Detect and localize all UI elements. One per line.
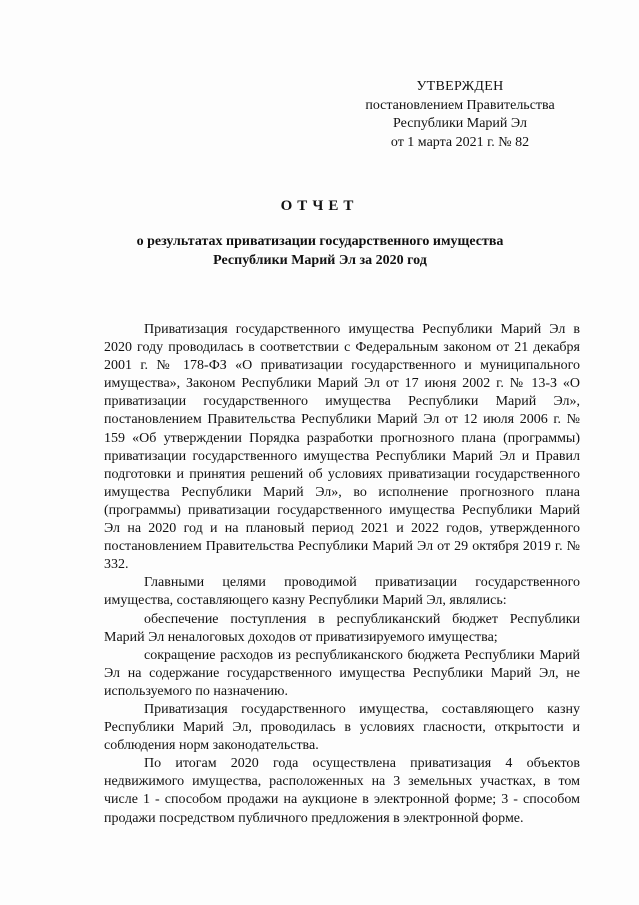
document-subtitle xyxy=(80,233,560,270)
approval-line-date: от 1 марта 2021 г. № 82 xyxy=(390,134,530,150)
paragraph-goal-revenue: обеспечение поступления в республиканский бюджет Республики Марий Эл неналоговых доходов от приватизируемого имущества; xyxy=(104,611,580,645)
paragraph-goal-expenses: сокращение расходов из республиканского бюджета Республики Марий Эл на содержание государственного имущества Республики Марий Эл, не используемого по назначению. xyxy=(104,647,580,699)
subtitle-line-2: Республики Марий Эл за 2020 год xyxy=(213,252,427,268)
approval-line-republic: Республики Марий Эл xyxy=(393,116,527,131)
document-body xyxy=(104,321,580,828)
paragraph-results: По итогам 2020 года осуществлена приватизация 4 объектов недвижимого имущества, расположенных на 3 земельных участках, в том числе 1 - способом продажи на аукционе в электронной форме; 3 - способом продажи посредством публичного предложения в электронной форме. xyxy=(104,756,580,826)
subtitle-line-1: о результатах приватизации государственного имущества xyxy=(136,234,504,249)
document-title: ОТЧЕТ xyxy=(280,198,359,214)
paragraph-goals-intro: Главными целями проводимой приватизации государственного имущества, составляющего казну Республики Марий Эл, являлись: xyxy=(104,575,580,609)
paragraph-transparency: Приватизация государственного имущества, составляющего казну Республики Марий Эл, проводилась в условиях гласности, открытости и соблюдения норм законодательства. xyxy=(104,701,580,754)
approval-heading: УТВЕРЖДЕН xyxy=(416,79,504,94)
approval-stamp xyxy=(360,78,560,152)
paragraph-legal-basis: Приватизация государственного имущества Республики Марий Эл в 2020 году проводилась в соответствии с Федеральным законом от 21 декабря 2001 г. № 178-ФЗ «О приватизации государственного и муниципального имущества», Законом Республики Марий Эл от 17 июня 2002 г. № 13-З «О приватизации государственного имущества Республики Марий Эл», постановлением Правительства Республики Марий Эл от 12 июля 2006 г. № 159 «Об утверждении Порядка разработки прогнозного плана (программы) приватизации государственного имущества Республики Марий Эл и Правил подготовки и принятия решений об условиях приватизации государственного имущества Республики Марий Эл», во исполнение прогнозного плана (программы) приватизации государственного имущества Республики Марий Эл на 2020 год и на плановый период 2021 и 2022 годов, утвержденного постановлением Правительства Республики Марий Эл от 29 октября 2019 г. № 332. xyxy=(104,322,580,573)
approval-line-resolution: постановлением Правительства xyxy=(365,97,555,113)
